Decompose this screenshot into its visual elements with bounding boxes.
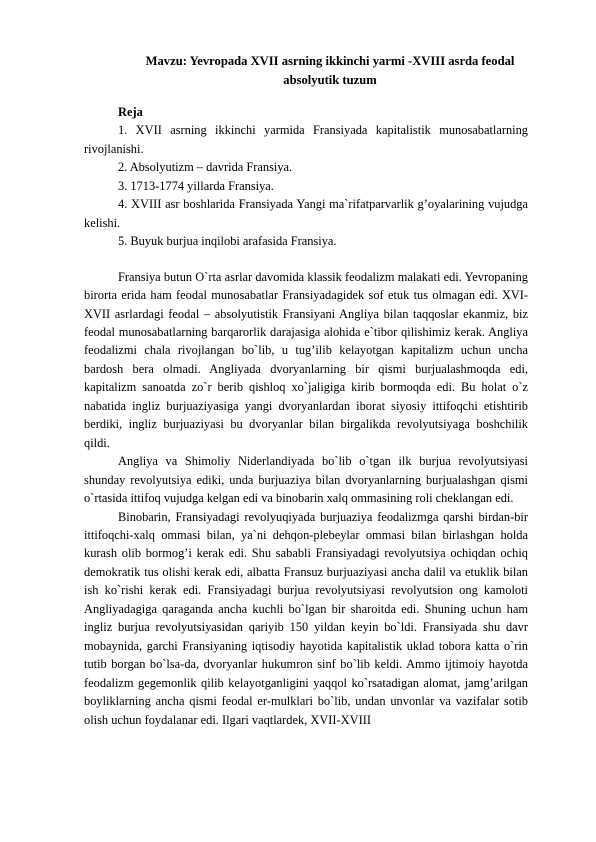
body-paragraph: Angliya va Shimoliy Niderlandiyada bo`lib o`tgan ilk burjua revolyutsiyasi shunday revolyutsiya ediki, unda burjuaziya bilan dvoryanlarning burjualashgan qismi o`rtasida ittifoq vujudga kelgan edi va binobarin xalq ommasining roli cheklangan edi.	[84, 454, 528, 506]
body-paragraph: Binobarin, Fransiyadagi revolyuqiyada burjuaziya feodalizmga qarshi birdan-bir ittifoqchi-xalq ommasi bilan, ya`ni dehqon-plebeylar ommasi bilan birlashgan holda kurash olib bormog’i kerak edi. Shu sababli Fransiyadagi revolyutsiya ochiqdan ochiq demokratik tus olishi kerak edi, albatta Fransuz burjuaziyasi ancha dalil va etuklik bilan ish ko`rishi kerak edi. Fransiyadagi burjua revolyutsiyasi revolyutsion ong kamoloti Angliyadagiga qaraganda ancha kuchli bo`lgan bir sharoitda edi. Shuning uchun ham ingliz burjua revolyutsiyasidan qariyib 150 yildan keyin bo`ldi. Fransiyada shu davr mobaynida, garchi Fransiyaning iqtisodiy hayotida kapitalistik uklad tobora katta o`rin tutib borgan bo`lsa-da, dvoryanlar hukumron sinf bo`lib keldi. Ammo ijtimoiy hayotda feodalizm gegemonlik qilib kelayotganligini yaqqol ko`rsatadigan alomat, jamg’arilgan boyliklarning ancha qismi feodal er-mulklari bo`lib, undan unvonlar va vazifalar sotib olish uchun foydalanar edi. Ilgari vaqtlardek, XVII-XVIII	[84, 509, 528, 727]
plan-item: 1. XVII asrning ikkinchi yarmida Fransiyada kapitalistik munosabatlarning rivojlanishi.	[84, 123, 528, 156]
plan-item: 4. XVIII asr boshlarida Fransiyada Yangi ma`rifatparvarlik g’oyalarining vujudga kelishi.	[84, 197, 528, 230]
plan-item: 3. 1713-1774 yillarda Fransiya.	[118, 178, 274, 193]
body-paragraph: Fransiya butun O`rta asrlar davomida klassik feodalizm malakati edi. Yevropaning birorta erida ham feodal munosabatlar Fransiyadagidek sof etuk tus olmagan edi. XVI-XVII asrlardagi feodal – absolyutistik Fransiyani Angliya bilan taqqoslar ekanmiz, biz feodal munosabatlarning barqarorlik darajasiga alohida e`tibor qilishimiz kerak. Angliya feodalizmi chala rivojlangan bo`lib, u tug’ilib kelayotgan kapitalizm uchun uncha bardosh bera olmadi. Angliyada dvoryanlarning bir qismi burjualashmoqda edi, kapitalizm sanoatda zo`r berib qishloq xo`jaligiga kirib bormoqda edi. Bu holat o`z nabatida ingliz burjuaziyasiga yangi dvoryanlardan iborat siyosiy ittifoqchi etishtirib berdiki, ingliz burjuaziyasi bu dvoryanlar bilan birgalikda revolyutsiyaga boshchilik qildi.	[84, 269, 528, 450]
plan-item: 5. Buyuk burjua inqilobi arafasida Fransiya.	[118, 234, 337, 249]
body-text	[84, 268, 528, 729]
plan-item: 2. Absolyutizm – davrida Fransiya.	[118, 160, 293, 175]
document-title: Mavzu: Yevropada XVII asrning ikkinchi yarmi -XVIII asrda feodal absolyutik tuzum	[145, 54, 515, 87]
document-page	[84, 52, 528, 729]
plan-list	[84, 121, 528, 250]
plan-heading: Reja	[118, 105, 143, 119]
